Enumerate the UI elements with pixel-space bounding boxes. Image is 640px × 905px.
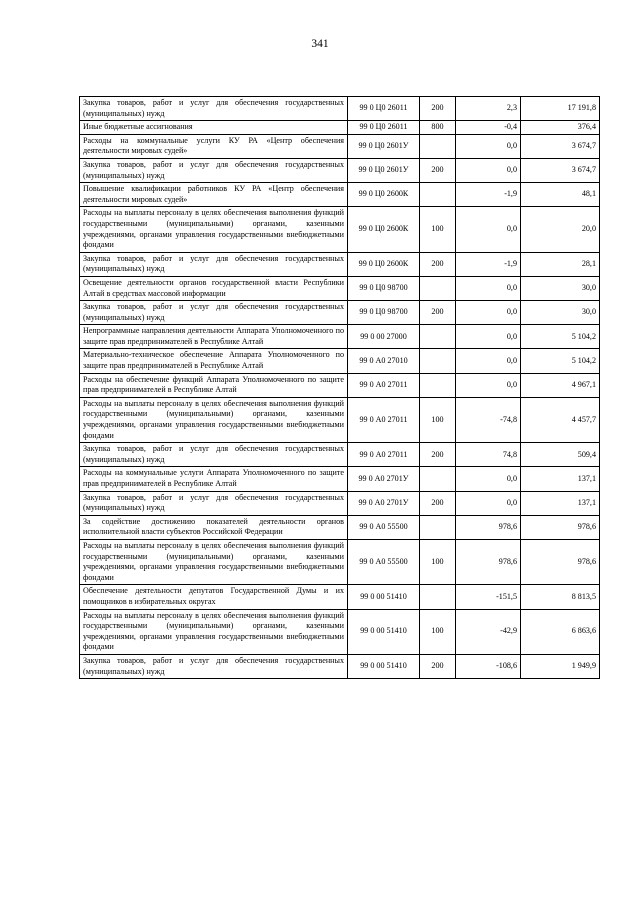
expense-type-code: 100 <box>420 539 456 584</box>
expense-type-code <box>420 515 456 539</box>
change-amount: 0,0 <box>456 467 521 491</box>
table-row <box>80 443 600 467</box>
expense-type-code <box>420 325 456 349</box>
change-amount: 0,0 <box>456 276 521 300</box>
total-amount: 6 863,6 <box>521 609 600 654</box>
total-amount: 17 191,8 <box>521 97 600 121</box>
target-code: 99 0 А0 2701У <box>348 467 420 491</box>
table-row <box>80 491 600 515</box>
target-code: 99 0 00 27000 <box>348 325 420 349</box>
total-amount: 137,1 <box>521 467 600 491</box>
total-amount: 4 967,1 <box>521 373 600 397</box>
table-row <box>80 301 600 325</box>
expense-type-code: 200 <box>420 97 456 121</box>
budget-table-body <box>80 97 600 679</box>
target-code: 99 0 Ц0 2600К <box>348 207 420 252</box>
target-code: 99 0 Ц0 98700 <box>348 276 420 300</box>
table-row <box>80 609 600 654</box>
total-amount: 4 457,7 <box>521 397 600 442</box>
change-amount: 0,0 <box>456 491 521 515</box>
table-row <box>80 207 600 252</box>
row-name: Закупка товаров, работ и услуг для обеспечения государственных (муниципальных) нужд <box>80 491 348 515</box>
total-amount: 30,0 <box>521 301 600 325</box>
table-row <box>80 515 600 539</box>
table-row <box>80 467 600 491</box>
expense-type-code <box>420 373 456 397</box>
target-code: 99 0 А0 55500 <box>348 539 420 584</box>
row-name: Закупка товаров, работ и услуг для обеспечения государственных (муниципальных) нужд <box>80 252 348 276</box>
change-amount: -108,6 <box>456 654 521 678</box>
expense-type-code <box>420 276 456 300</box>
expense-type-code: 200 <box>420 654 456 678</box>
change-amount: 0,0 <box>456 373 521 397</box>
row-name: Освещение деятельности органов государственной власти Республики Алтай в средствах массовой информации <box>80 276 348 300</box>
change-amount: 74,8 <box>456 443 521 467</box>
change-amount: -74,8 <box>456 397 521 442</box>
expense-type-code: 100 <box>420 207 456 252</box>
row-name: Иные бюджетные ассигнования <box>80 121 348 135</box>
row-name: Непрограммные направления деятельности Аппарата Уполномоченного по защите прав предпринимателей в Республике Алтай <box>80 325 348 349</box>
expense-type-code: 100 <box>420 397 456 442</box>
row-name: Расходы на выплаты персоналу в целях обеспечения выполнения функций государственными (муниципальными) органами, казенными учреждениями, органами управления государственными внебюджетными фондами <box>80 397 348 442</box>
expense-type-code: 100 <box>420 609 456 654</box>
total-amount: 137,1 <box>521 491 600 515</box>
target-code: 99 0 А0 27011 <box>348 443 420 467</box>
change-amount: 0,0 <box>456 158 521 182</box>
total-amount: 28,1 <box>521 252 600 276</box>
table-row <box>80 252 600 276</box>
expense-type-code <box>420 349 456 373</box>
row-name: Закупка товаров, работ и услуг для обеспечения государственных (муниципальных) нужд <box>80 443 348 467</box>
total-amount: 1 949,9 <box>521 654 600 678</box>
row-name: Повышение квалификации работников КУ РА «Центр обеспечения деятельности мировых судей» <box>80 183 348 207</box>
total-amount: 5 104,2 <box>521 325 600 349</box>
expense-type-code <box>420 585 456 609</box>
target-code: 99 0 Ц0 2600К <box>348 183 420 207</box>
row-name: Закупка товаров, работ и услуг для обеспечения государственных (муниципальных) нужд <box>80 654 348 678</box>
total-amount: 3 674,7 <box>521 158 600 182</box>
row-name: Расходы на выплаты персоналу в целях обеспечения выполнения функций государственными (муниципальными) органами, казенными учреждениями, органами управления государственными внебюджетными фондами <box>80 207 348 252</box>
target-code: 99 0 А0 27010 <box>348 349 420 373</box>
target-code: 99 0 Ц0 2601У <box>348 134 420 158</box>
change-amount: 0,0 <box>456 207 521 252</box>
total-amount: 978,6 <box>521 515 600 539</box>
target-code: 99 0 00 51410 <box>348 585 420 609</box>
table-row <box>80 654 600 678</box>
target-code: 99 0 А0 27011 <box>348 373 420 397</box>
row-name: За содействие достижению показателей деятельности органов исполнительной власти субъектов Российской Федерации <box>80 515 348 539</box>
table-row <box>80 585 600 609</box>
total-amount: 48,1 <box>521 183 600 207</box>
change-amount: 0,0 <box>456 325 521 349</box>
change-amount: 978,6 <box>456 515 521 539</box>
row-name: Расходы на выплаты персоналу в целях обеспечения выполнения функций государственными (муниципальными) органами, казенными учреждениями, органами управления государственными внебюджетными фондами <box>80 539 348 584</box>
table-row <box>80 539 600 584</box>
change-amount: -1,9 <box>456 252 521 276</box>
total-amount: 376,4 <box>521 121 600 135</box>
row-name: Закупка товаров, работ и услуг для обеспечения государственных (муниципальных) нужд <box>80 158 348 182</box>
change-amount: -151,5 <box>456 585 521 609</box>
target-code: 99 0 А0 2701У <box>348 491 420 515</box>
expense-type-code: 800 <box>420 121 456 135</box>
row-name: Обеспечение деятельности депутатов Государственной Думы и их помощников в избирательных округах <box>80 585 348 609</box>
row-name: Расходы на коммунальные услуги КУ РА «Центр обеспечения деятельности мировых судей» <box>80 134 348 158</box>
row-name: Материально-техническое обеспечение Аппарата Уполномоченного по защите прав предпринимателей в Республике Алтай <box>80 349 348 373</box>
table-row <box>80 158 600 182</box>
row-name: Закупка товаров, работ и услуг для обеспечения государственных (муниципальных) нужд <box>80 301 348 325</box>
table-row <box>80 325 600 349</box>
table-row <box>80 276 600 300</box>
target-code: 99 0 00 51410 <box>348 609 420 654</box>
change-amount: 978,6 <box>456 539 521 584</box>
row-name: Расходы на обеспечение функций Аппарата Уполномоченного по защите прав предпринимателей в Республике Алтай <box>80 373 348 397</box>
table-row <box>80 373 600 397</box>
target-code: 99 0 Ц0 26011 <box>348 121 420 135</box>
change-amount: -1,9 <box>456 183 521 207</box>
change-amount: 0,0 <box>456 301 521 325</box>
row-name: Расходы на выплаты персоналу в целях обеспечения выполнения функций государственными (муниципальными) органами, казенными учреждениями, органами управления государственными внебюджетными фондами <box>80 609 348 654</box>
page-number: 341 <box>311 38 329 50</box>
target-code: 99 0 Ц0 98700 <box>348 301 420 325</box>
total-amount: 509,4 <box>521 443 600 467</box>
change-amount: 0,0 <box>456 134 521 158</box>
expense-type-code: 200 <box>420 443 456 467</box>
expense-type-code: 200 <box>420 158 456 182</box>
total-amount: 978,6 <box>521 539 600 584</box>
target-code: 99 0 00 51410 <box>348 654 420 678</box>
change-amount: -42,9 <box>456 609 521 654</box>
change-amount: 2,3 <box>456 97 521 121</box>
expense-type-code <box>420 134 456 158</box>
target-code: 99 0 Ц0 26011 <box>348 97 420 121</box>
budget-table <box>79 96 600 679</box>
expense-type-code: 200 <box>420 491 456 515</box>
expense-type-code <box>420 183 456 207</box>
target-code: 99 0 Ц0 2601У <box>348 158 420 182</box>
total-amount: 20,0 <box>521 207 600 252</box>
target-code: 99 0 А0 27011 <box>348 397 420 442</box>
target-code: 99 0 Ц0 2600К <box>348 252 420 276</box>
total-amount: 8 813,5 <box>521 585 600 609</box>
table-row <box>80 349 600 373</box>
total-amount: 5 104,2 <box>521 349 600 373</box>
table-row <box>80 121 600 135</box>
expense-type-code <box>420 467 456 491</box>
row-name: Расходы на коммунальные услуги Аппарата Уполномоченного по защите прав предпринимателей в Республике Алтай <box>80 467 348 491</box>
change-amount: -0,4 <box>456 121 521 135</box>
table-row <box>80 397 600 442</box>
expense-type-code: 200 <box>420 252 456 276</box>
total-amount: 30,0 <box>521 276 600 300</box>
total-amount: 3 674,7 <box>521 134 600 158</box>
table-row <box>80 183 600 207</box>
expense-type-code: 200 <box>420 301 456 325</box>
target-code: 99 0 А0 55500 <box>348 515 420 539</box>
table-row <box>80 134 600 158</box>
table-row <box>80 97 600 121</box>
change-amount: 0,0 <box>456 349 521 373</box>
row-name: Закупка товаров, работ и услуг для обеспечения государственных (муниципальных) нужд <box>80 97 348 121</box>
